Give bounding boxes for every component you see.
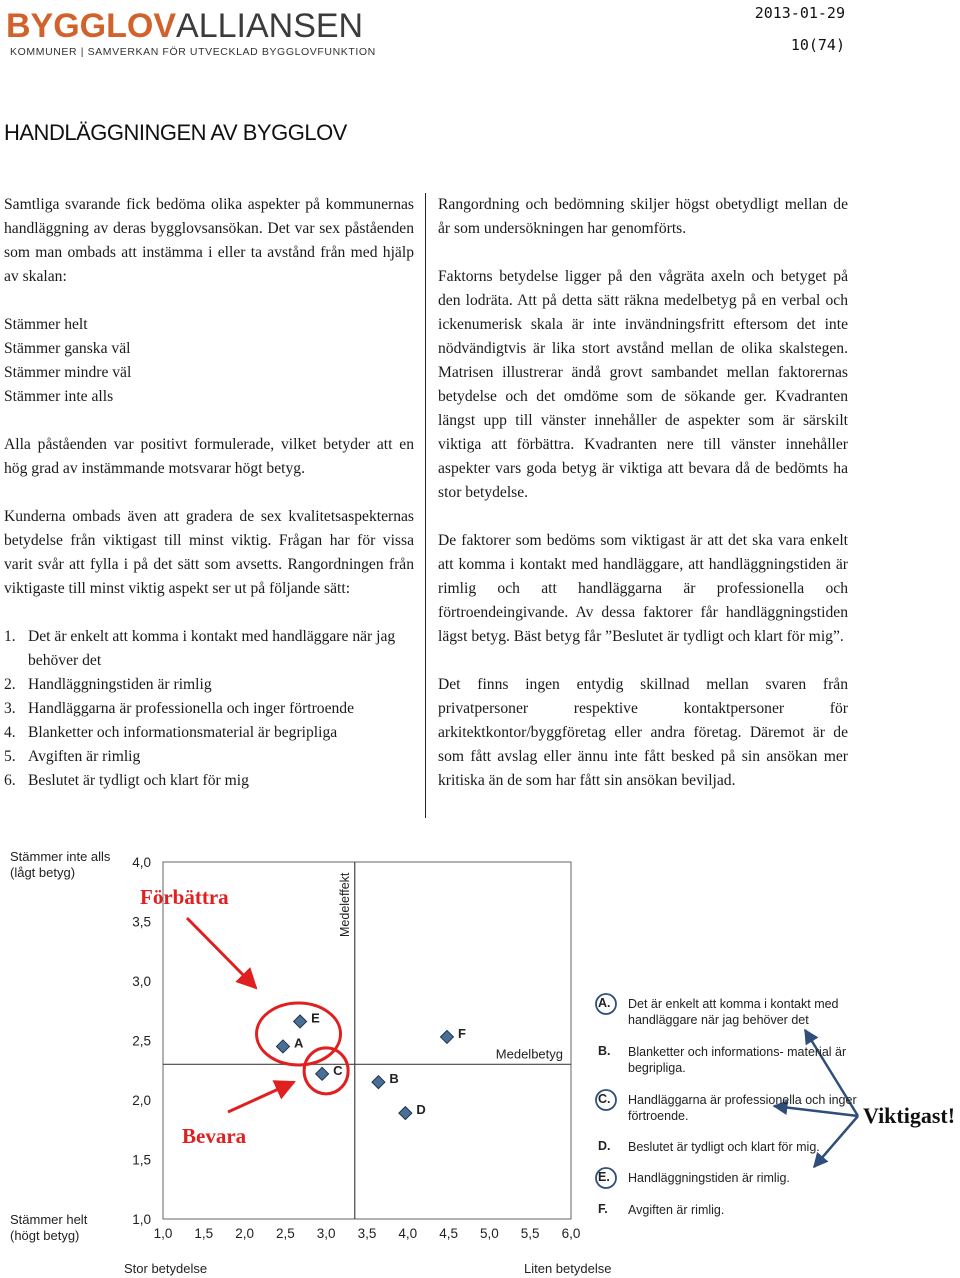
x-tick-label: 4,5 [439,1226,458,1241]
list-number: 6. [4,772,16,789]
keep-arrow [228,1082,294,1112]
list-text: Avgiften är rimlig [28,748,141,765]
right-paragraph-1: Rangordning och bedömning skiljer högst obetydligt mellan de år som undersökningen har genomförts. [438,196,848,237]
point-label-c: C [333,1062,343,1078]
improve-arrow [187,918,256,988]
data-point-d [399,1107,412,1120]
header-date: 2013-01-29 [754,4,845,22]
y-tick-label: 1,0 [132,1212,151,1227]
data-point-b [372,1076,385,1089]
y-tick-label: 2,5 [132,1033,151,1049]
data-point-c [316,1067,329,1080]
legend-text: Avgiften är rimlig. [628,1203,725,1217]
list-text: Handläggningstiden är rimlig [28,676,212,693]
scale-item: Stämmer helt [4,316,88,333]
legend-letter: F. [598,1202,608,1216]
y-top-label-line1: Stämmer inte alls [10,849,111,864]
list-number: 3. [4,700,16,717]
x-tick-label: 2,0 [235,1226,254,1241]
right-paragraph-2: Faktorns betydelse ligger på den vågräta axeln och betyget på den lodräta. Att på detta sätt räkna medelbetyg på en verbal och ickenumerisk skala är inte invändningsfritt eftersom det inte nödvändigtvis är lika stort avstånd mellan de olika skalstegen. Matrisen illustrerar ändå grovt sambandet mellan faktorernas betydelse och det omdöme som de sökande ger. Kvadranten längst upp till vänster innehåller de aspekter som är särskilt viktiga att förbättra. Kvadranten nere till vänster innehåller aspekter vars goda betyg är viktiga att bevara då de bedömts ha stor betydelse. [438,268,848,501]
data-point-f [440,1030,453,1043]
legend-letter: E. [598,1170,610,1184]
scale-list [4,313,414,409]
list-number: 2. [4,676,16,693]
list-item [4,745,414,769]
y-tick-label: 4,0 [132,855,151,870]
list-text: Handläggarna är professionella och inger förtroende [28,700,355,717]
annotation-keep: Bevara [182,1124,247,1148]
x-tick-label: 4,0 [398,1226,418,1241]
annotation-important: Viktigast! [863,1103,956,1128]
list-number: 4. [4,724,16,741]
y-tick-label: 3,0 [132,974,151,989]
x-tick-label: 3,5 [357,1226,377,1241]
page-number: 10(74) [790,36,845,54]
list-item [4,721,414,745]
logo-part2: ALLIANSEN [176,7,364,45]
logo-subtitle: KOMMUNER | SAMVERKAN FÖR UTVECKLAD BYGGLOVFUNKTION [10,46,376,58]
y-tick-label: 1,5 [132,1152,151,1168]
section-title: HANDLÄGGNINGEN AV BYGGLOV [4,120,347,145]
x-tick-label: 5,0 [480,1226,499,1241]
y-tick-label: 2,0 [132,1093,151,1108]
logo-part1: BYGGLOV [6,7,177,45]
average-effect-label: Medeleffekt [337,872,352,937]
list-number: 5. [4,748,16,765]
legend-text: Det är enkelt att komma i kontakt med handläggare när jag behöver det [628,997,839,1027]
ranking-list [4,625,414,793]
y-bottom-label-line2: (högt betyg) [10,1228,80,1243]
list-number: 1. [4,628,16,645]
data-point-a [276,1040,289,1053]
scale-item: Stämmer inte alls [4,388,114,405]
x-tick-label: 2,5 [276,1226,295,1241]
y-bottom-label-line1: Stämmer helt [10,1212,88,1227]
scale-item: Stämmer mindre väl [4,364,132,381]
point-label-a: A [293,1035,304,1051]
legend-text: Handläggningstiden är rimlig. [628,1171,790,1185]
list-text: Det är enkelt att komma i kontakt med handläggare när jag behöver det [28,628,396,669]
x-tick-label: 6,0 [561,1226,581,1241]
scale-item: Stämmer ganska väl [4,340,131,357]
annotation-improve: Förbättra [140,885,229,909]
x-tick-label: 3,0 [316,1226,336,1241]
left-paragraph-2: Alla påståenden var positivt formulerade, vilket betyder att en hög grad av instämmande motsvarar högt betyg. [4,436,414,477]
point-label-d: D [416,1102,426,1118]
x-tick-label: 1,0 [153,1226,173,1241]
legend-letter: B. [598,1044,611,1058]
point-label-e: E [311,1010,320,1026]
x-tick-label: 1,5 [194,1226,214,1241]
legend-text: Handläggarna är professionella och inger förtroende. [628,1093,857,1123]
list-text: Blanketter och informationsmaterial är begripliga [28,724,338,741]
plot-frame [163,862,571,1219]
right-paragraph-3: De faktorer som bedöms som viktigast är att det ska vara enkelt att komma i kontakt med handläggare, att handläggningstiden är rimlig och att handläggarna är professionella och förtroendeingivande. Av dessa faktorer får handläggningstiden lägst betyg. Bäst betyg får ”Beslutet är tydligt och klart för mig”. [438,532,848,645]
y-tick-label: 3,5 [132,914,151,930]
right-paragraph-4: Det finns ingen entydig skillnad mellan svaren från privatpersoner respektive kontaktpersoner för arkitektkontor/byggföretag eller andra företag. Däremot är de som fått avslag eller ännu inte fått besked på sin ansökan mer kritiska än de som har fått sin ansökan beviljad. [438,676,848,789]
average-rating-label: Medelbetyg [495,1046,563,1062]
list-item [4,673,414,697]
left-paragraph-3: Kunderna ombads även att gradera de sex kvalitetsaspekternas betydelse från viktigast till minst viktig. Frågan har för vissa varit svår att fylla i på det sätt som avsetts. Rangordningen från viktigaste till minst viktig aspekt ser ut på följande sätt: [4,508,414,597]
bygglovalliansen-logo [6,7,376,60]
left-column [4,193,414,793]
legend-letter: C. [598,1092,611,1106]
x-left-label: Stor betydelse [124,1261,208,1276]
list-item [4,769,414,793]
right-column [438,193,848,817]
point-label-f: F [457,1025,466,1041]
data-point-e [294,1015,307,1028]
improve-circle [257,1003,341,1065]
y-top-label-line2: (lågt betyg) [10,865,76,880]
x-tick-label: 5,5 [520,1226,540,1241]
legend-text: Beslutet är tydligt och klart för mig. [628,1140,820,1154]
logo-wordmark [6,8,363,44]
legend-letter: A. [598,996,611,1010]
left-paragraph-1: Samtliga svarande fick bedöma olika aspekter på kommunernas handläggning av deras bygglovsansökan. Det var sex påståenden som man ombads att instämma i eller ta avstånd från med hjälp av skalan: [4,196,414,285]
column-divider [425,193,426,818]
list-item [4,625,414,673]
list-text: Beslutet är tydligt och klart för mig [28,772,249,789]
point-label-b: B [389,1071,399,1087]
legend-letter: D. [598,1139,611,1153]
list-item [4,697,414,721]
legend-text: Blanketter och informations- material är begripliga. [628,1045,847,1075]
x-right-label: Liten betydelse [524,1261,612,1276]
